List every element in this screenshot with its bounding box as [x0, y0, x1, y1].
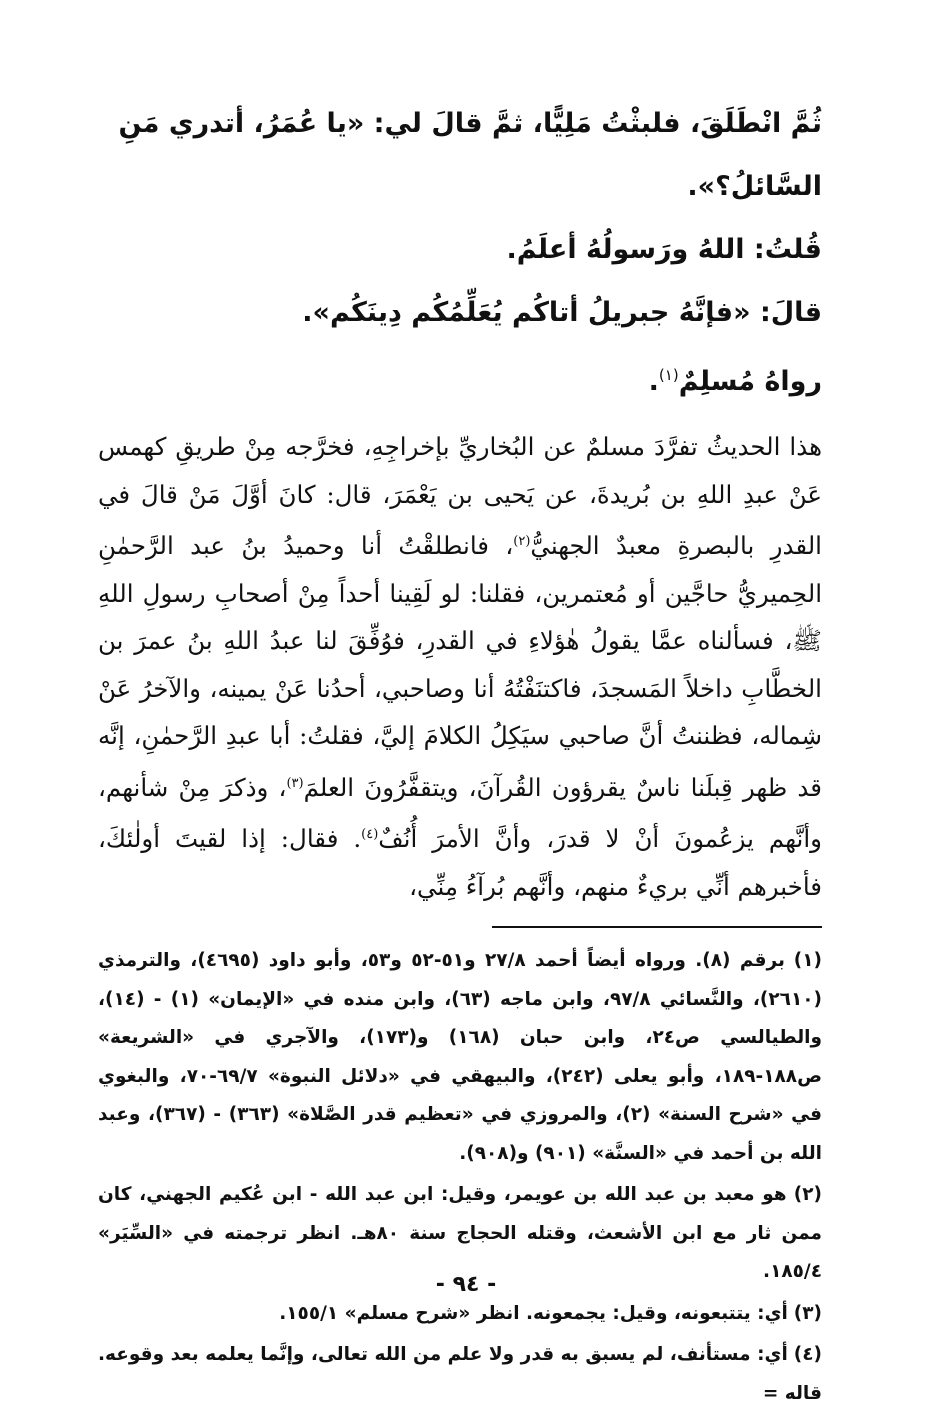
footnote-separator — [492, 926, 822, 928]
commentary-text: ، فانطلقْتُ أنا وحميدُ بنُ عبد الرَّحمٰنِ الحِميريُّ حاجَّين أو مُعتمرين، فقلنا: لو لَقِينا أحداً مِنْ أصحابِ رسولِ اللهِ ﷺ، فسألناه عمَّا يقولُ هٰؤلاءِ في القدرِ، فوُفِّقَ لنا عبدُ اللهِ بنُ عمرَ بن الخطَّابِ داخلاً المَسجدَ، فاكتنَفْتُهُ أنا وصاحبي، أحدُنا عَنْ يمينه، والآخرُ عَنْ شِماله، فظننتُ أنَّ صاحبي سيَكِلُ الكلامَ إليَّ، فقلتُ: أبا عبدِ الرَّحمٰنِ، إنَّه قد ظهر قِبلَنا ناسٌ يقرؤون القُرآنَ، ويتقفَّرُونَ العلمَ — [98, 531, 822, 802]
commentary-paragraph — [98, 423, 822, 910]
footnote-number: (١) — [793, 950, 822, 972]
narration-end: . — [648, 366, 659, 397]
hadith-line: ثُمَّ انْطَلَقَ، فلبثْتُ مَلِيًّا، ثمَّ قالَ لي: «يا عُمَرُ، أتدري مَنِ السَّائلُ؟». — [118, 108, 822, 202]
footnote-ref: (٣) — [286, 775, 304, 791]
footnote-number: (٢) — [793, 1184, 822, 1206]
commentary-text: ، وذكرَ مِنْ شأنهم، وأنَّهم يزعُمونَ أنْ لا قدرَ، وأنَّ الأمرَ أُنُفٌ — [98, 772, 822, 854]
commentary-text: هذا الحديثُ تفرَّدَ مسلمٌ عن البُخاريِّ بإخراجِهِ، فخرَّجه مِنْ طريقِ كهمس عَنْ عبدِ اللهِ بن بُريدةَ، عن يَحيى بن يَعْمَرَ، قال: كانَ أوَّلَ مَنْ قالَ في القدرِ بالبصرةِ معبدٌ الجهنيُّ — [98, 432, 822, 561]
footnote-4 — [98, 1336, 822, 1413]
footnote-text: برقم (٨). ورواه أيضاً أحمد ٢٧/٨ و٥١-٥٢ و٥٣، وأبو داود (٤٦٩٥)، والترمذي (٢٦١٠)، والنَّسائي ٩٧/٨، وابن ماجه (٦٣)، وابن منده في «الإيمان» (١) - (١٤)، والطيالسي ص٢٤، وابن حبان (١٦٨) و(١٧٣)، والآجري في «الشريعة» ص١٨٨-١٨٩، وأبو يعلى (٢٤٢)، والبيهقي في «دلائل النبوة» ٦٩/٧-٧٠، والبغوي في «شرح السنة» (٢)، والمروزي في «تعظيم قدر الصَّلاة» (٣٦٣) - (٣٦٧)، وعبد الله بن أحمد في «السنَّة» (٩٠١) و(٩٠٨). — [98, 950, 823, 1164]
footnote-number: (٤) — [793, 1344, 822, 1366]
footnote-text: أي: مستأنف، لم يسبق به قدر ولا علم من الله تعالى، وإنَّما يعلمه بعد وقوعه. قاله = — [98, 1344, 822, 1404]
footnote-ref: (٢) — [513, 534, 531, 549]
commentary-text: . فقال: إذا لقيتَ أولٰئكَ، فأخبرهم أنِّي بريءٌ منهم، وأنَّهم بُرآءُ مِنِّي، — [98, 824, 822, 901]
page-number: - ٩٤ - — [435, 1272, 497, 1297]
narration-text: رواهُ مُسلِمٌ — [678, 366, 822, 397]
footnote-3 — [98, 1295, 822, 1334]
footnote-1 — [98, 942, 822, 1173]
footnote-text: أي: يتتبعونه، وقيل: يجمعونه. انظر «شرح مسلم» ١٥٥/١. — [279, 1302, 788, 1324]
footnote-number: (٣) — [793, 1302, 822, 1324]
footnote-ref: (٤) — [361, 827, 379, 843]
footnote-text: هو معبد بن عبد الله بن عويمر، وقيل: ابن عبد الله - ابن عُكيم الجهني، كان ممن ثار مع ابن الأشعث، وقتله الحجاج سنة ٨٠هـ. انظر ترجمته في «السِّيَر» ١٨٥/٤. — [98, 1184, 822, 1283]
hadith-line: قالَ: «فإنَّهُ جبريلُ أتاكُم يُعَلِّمُكُم دِينَكُم». — [302, 297, 822, 328]
hadith-text — [98, 92, 822, 413]
hadith-line: قُلتُ: اللهُ ورَسولُهُ أعلَمُ. — [506, 234, 822, 265]
footnotes — [98, 942, 822, 1413]
narration-line — [98, 344, 822, 413]
footnote-ref: (١) — [658, 366, 679, 384]
